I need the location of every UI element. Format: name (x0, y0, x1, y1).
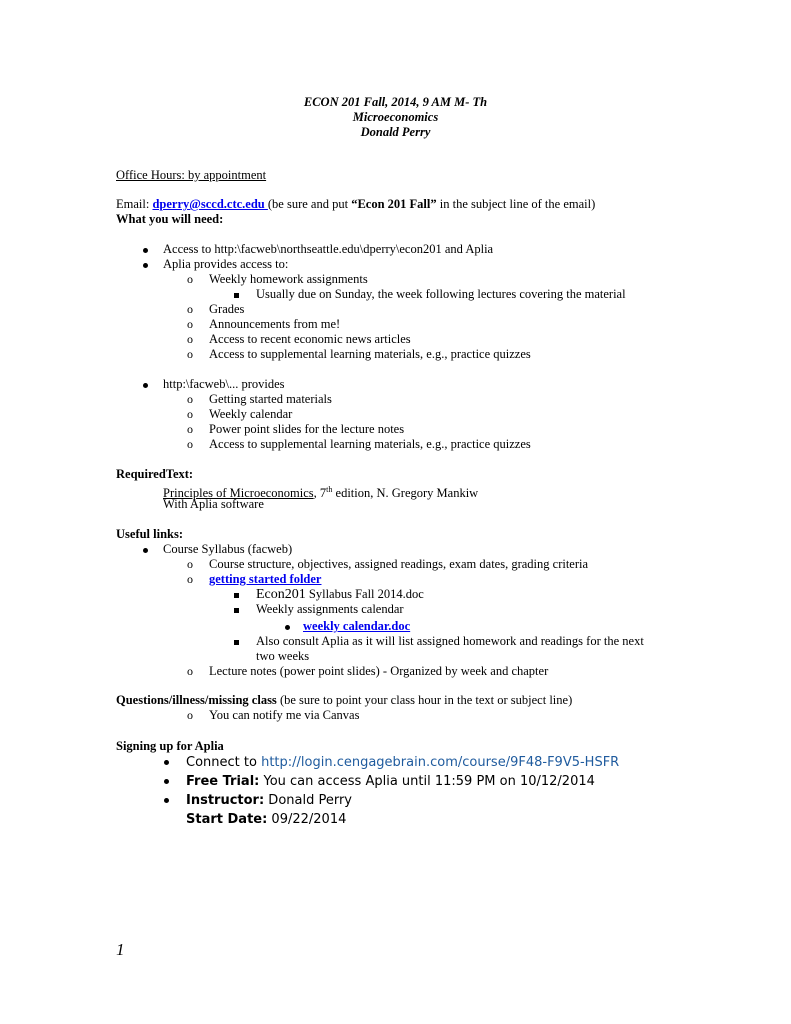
signup-heading: Signing up for Aplia (116, 739, 224, 753)
aplia-sub-item: Usually due on Sunday, the week following lectures covering the material (256, 287, 626, 301)
questions-note: (be sure to point your class hour in the text or subject line) (276, 693, 573, 707)
start-date-line (186, 810, 346, 829)
aplia-item: Weekly homework assignments (209, 272, 368, 286)
need-bullet-aplia: Aplia provides access to: (163, 257, 289, 271)
aplia-consult-item-cont: two weeks (256, 649, 310, 663)
need-bullet-facweb: http:\facweb\... provides (163, 377, 285, 391)
bullet-icon (143, 383, 148, 388)
free-trial-label: Free Trial: (186, 774, 260, 789)
circle-bullet-icon: o (187, 407, 193, 421)
useful-heading: Useful links: (116, 527, 184, 541)
start-date-text: 09/22/2014 (267, 812, 347, 827)
syllabus-doc-item (256, 587, 424, 602)
bullet-icon (164, 798, 169, 803)
course-subject: Microeconomics (352, 110, 439, 124)
free-trial-text: You can access Aplia until 11:59 PM on 10/12/2014 (259, 774, 595, 789)
connect-line (186, 753, 619, 772)
facweb-item: Getting started materials (209, 392, 332, 406)
edition-post: edition, N. Gregory Mankiw (332, 486, 479, 501)
square-bullet-icon (234, 293, 239, 298)
need-heading: What you will need: (116, 212, 224, 226)
textbook-software: With Aplia software (163, 497, 264, 511)
email-note-pre: (be sure and put (267, 197, 352, 211)
square-bullet-icon (234, 608, 239, 613)
instructor-line (186, 791, 352, 810)
assignments-calendar-item: Weekly assignments calendar (256, 602, 404, 616)
square-bullet-icon (234, 640, 239, 645)
email-note-bold: “Econ 201 Fall” (351, 197, 437, 211)
need-bullet-access: Access to http:\facweb\northseattle.edu\dperry\econ201 and Aplia (163, 242, 494, 256)
bullet-icon (285, 625, 290, 630)
email-label: Email: (116, 197, 153, 211)
bullet-icon (143, 248, 148, 253)
circle-bullet-icon: o (187, 572, 193, 586)
textbook-title: Principles of Microeconomics (163, 486, 314, 501)
start-date-label: Start Date: (186, 812, 268, 827)
connect-pre: Connect to (186, 755, 262, 770)
canvas-notify-item: You can notify me via Canvas (209, 708, 360, 722)
syllabus-description: Course structure, objectives, assigned readings, exam dates, grading criteria (209, 557, 589, 571)
edition-sup: th (326, 485, 333, 494)
circle-bullet-icon: o (187, 708, 193, 722)
aplia-item: Access to supplemental learning materials, e.g., practice quizzes (209, 347, 531, 361)
facweb-item: Power point slides for the lecture notes (209, 422, 405, 436)
bullet-icon (164, 779, 169, 784)
email-line (116, 197, 595, 212)
circle-bullet-icon: o (187, 302, 193, 316)
free-trial-line (186, 772, 595, 791)
facweb-item: Access to supplemental learning materials, e.g., practice quizzes (209, 437, 531, 451)
email-note-post: in the subject line of the email) (436, 197, 596, 211)
questions-line (116, 693, 572, 708)
instructor-name: Donald Perry (360, 125, 431, 139)
lecture-notes-item: Lecture notes (power point slides) - Organized by week and chapter (209, 664, 549, 678)
facweb-item: Weekly calendar (209, 407, 293, 421)
circle-bullet-icon: o (187, 332, 193, 346)
bullet-icon (143, 263, 148, 268)
course-title: ECON 201 Fall, 2014, 9 AM M- Th (303, 95, 488, 109)
circle-bullet-icon: o (187, 557, 193, 571)
weekly-calendar-link[interactable]: weekly calendar.doc (303, 619, 411, 633)
aplia-course-url[interactable]: http://login.cengagebrain.com/course/9F48-F9V5-HSFR (261, 755, 620, 770)
course-syllabus-item: Course Syllabus (facweb) (163, 542, 293, 556)
aplia-item: Announcements from me! (209, 317, 341, 331)
bullet-icon (143, 548, 148, 553)
bullet-icon (164, 760, 169, 765)
edition-pre: , 7 (313, 486, 327, 501)
aplia-item: Grades (209, 302, 245, 316)
circle-bullet-icon: o (187, 392, 193, 406)
aplia-item: Access to recent economic news articles (209, 332, 411, 346)
circle-bullet-icon: o (187, 317, 193, 331)
office-hours: Office Hours: by appointment (116, 168, 267, 182)
aplia-consult-item: Also consult Aplia as it will list assigned homework and readings for the next (256, 634, 644, 648)
instructor-text: Donald Perry (264, 793, 352, 808)
email-link[interactable]: dperry@sccd.ctc.edu (152, 197, 268, 211)
questions-heading: Questions/illness/missing class (116, 693, 277, 707)
page-number: 1 (116, 940, 125, 959)
square-bullet-icon (234, 593, 239, 598)
circle-bullet-icon: o (187, 347, 193, 361)
syllabus-doc-name: Syllabus Fall 2014.doc (305, 587, 424, 601)
getting-started-link[interactable]: getting started folder (209, 572, 322, 586)
required-heading: RequiredText: (116, 467, 194, 481)
instructor-label: Instructor: (186, 793, 265, 808)
circle-bullet-icon: o (187, 437, 193, 451)
circle-bullet-icon: o (187, 272, 193, 286)
circle-bullet-icon: o (187, 422, 193, 436)
syllabus-doc-prefix: Econ201 (256, 587, 306, 602)
circle-bullet-icon: o (187, 664, 193, 678)
